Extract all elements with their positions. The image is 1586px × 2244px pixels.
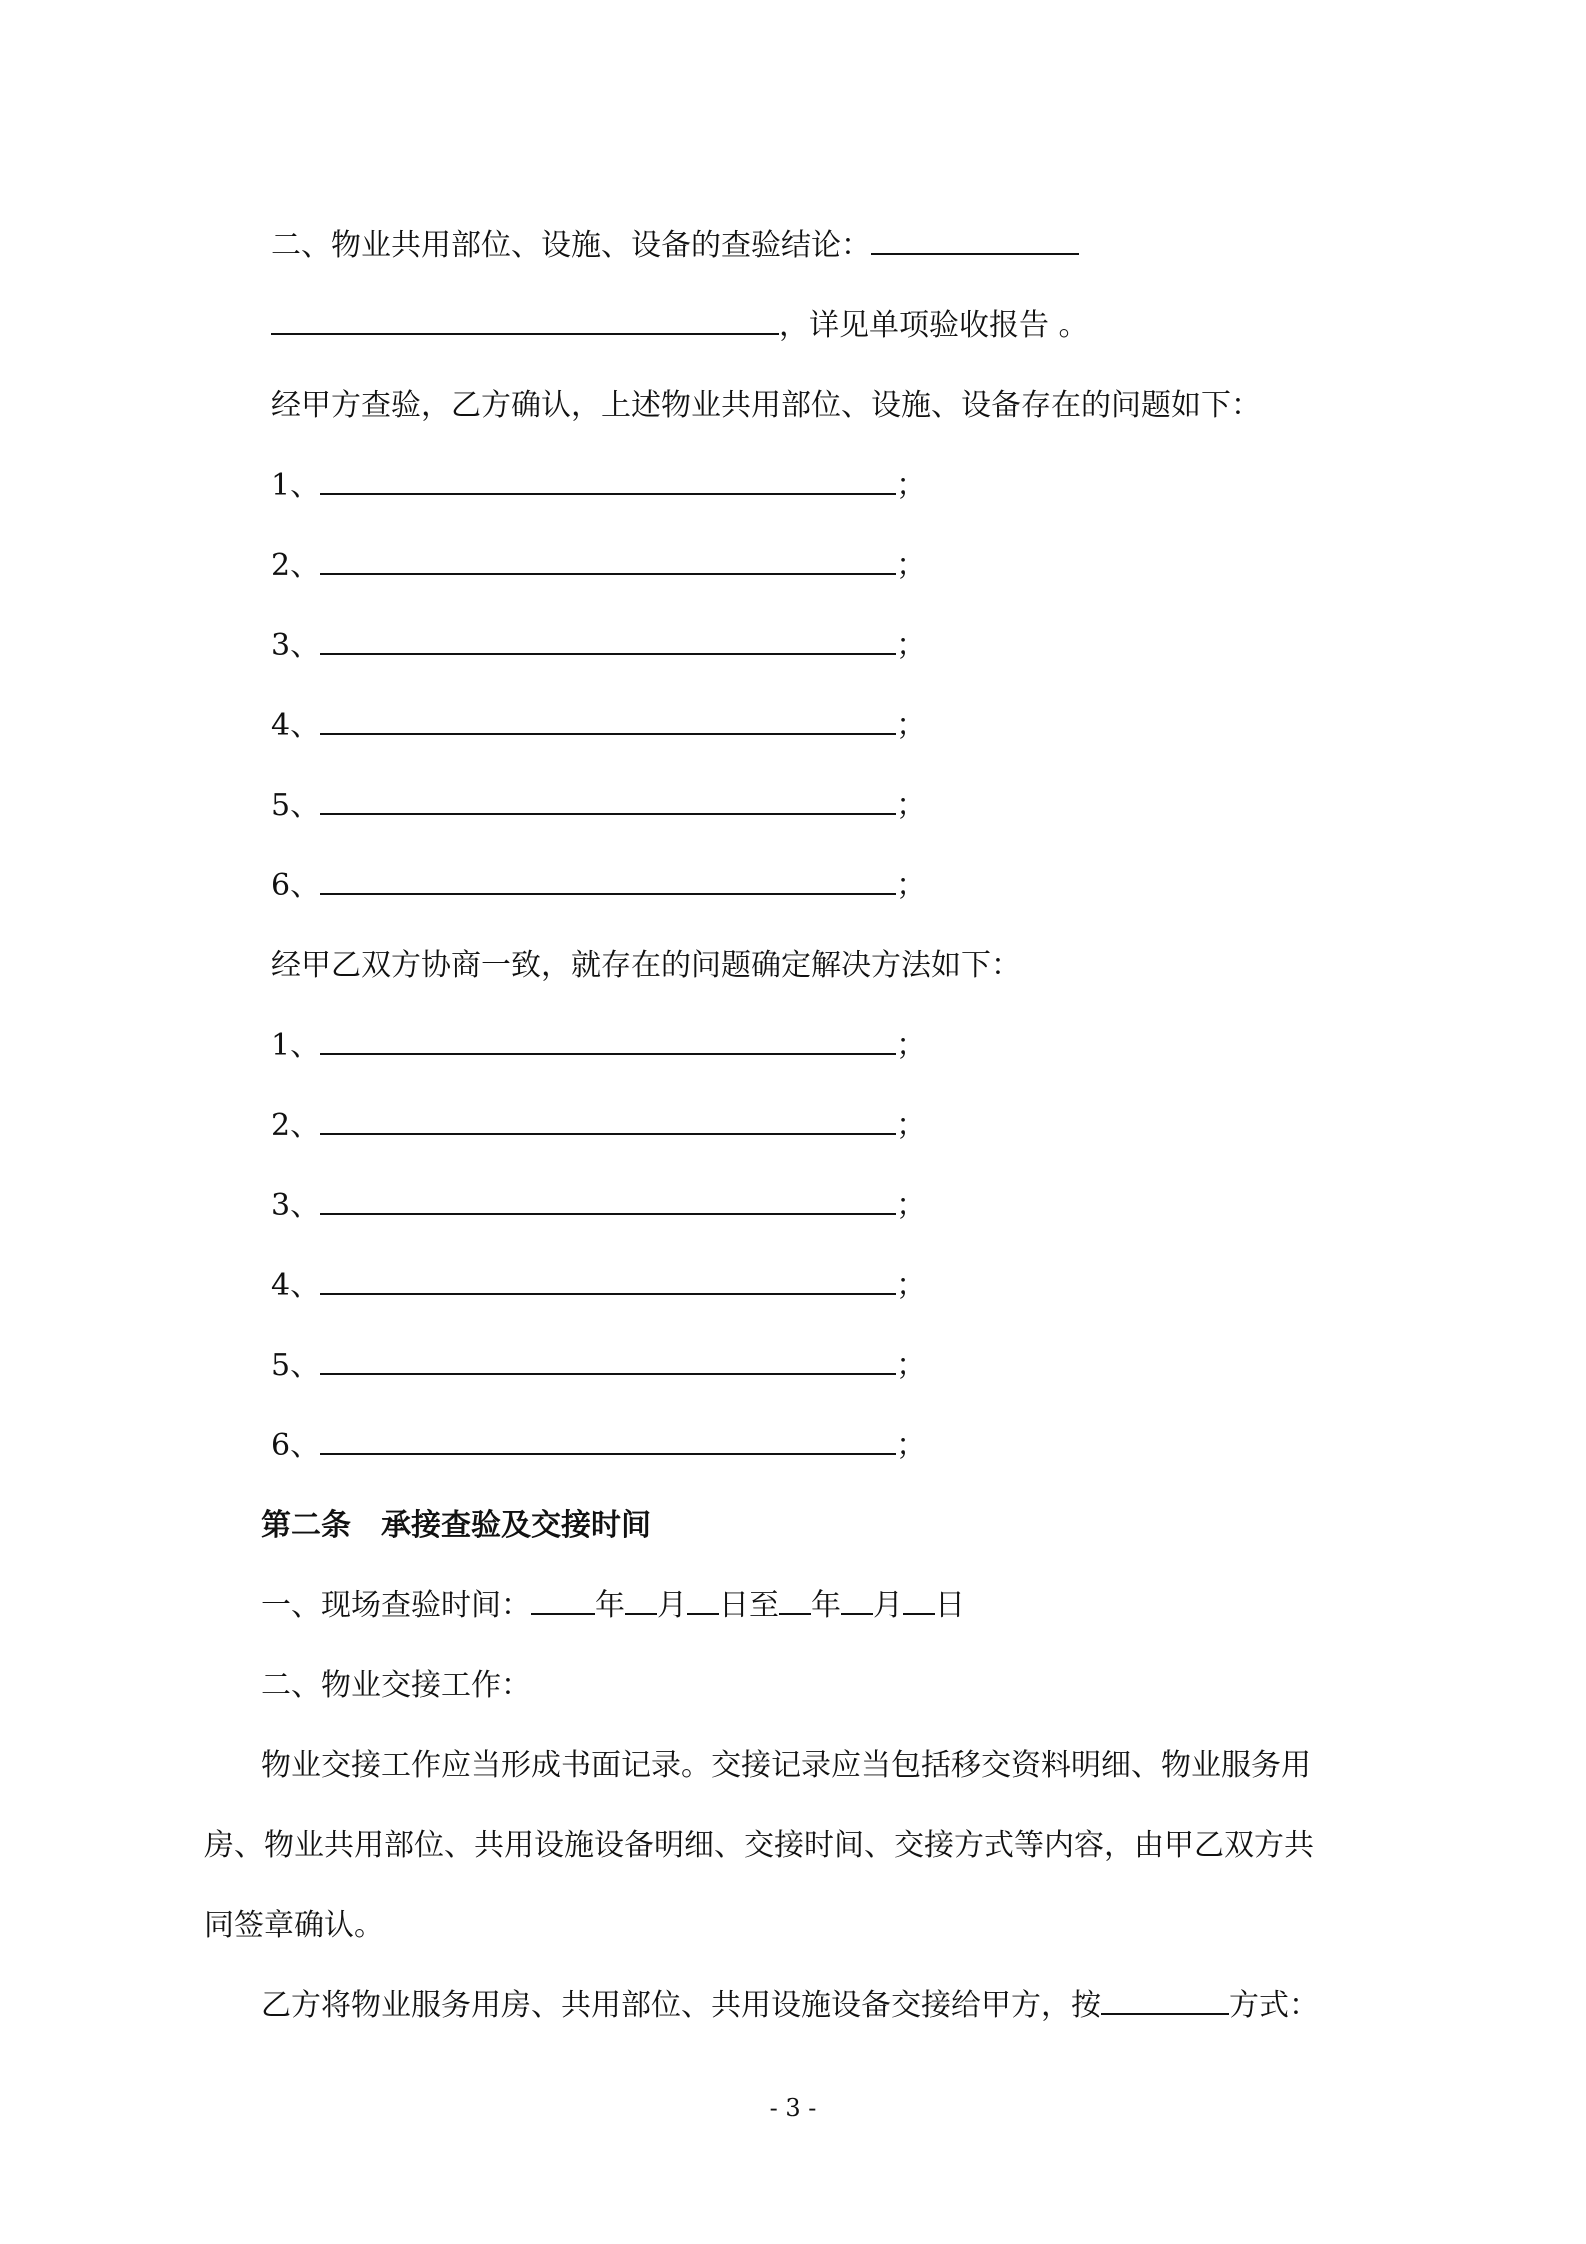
page-number: - 3 -: [769, 2094, 817, 2122]
end-day-blank: [903, 1589, 935, 1615]
solution-end: ；: [896, 1188, 927, 1223]
solution-blank: [320, 1029, 896, 1055]
solution-number: 4、: [271, 1268, 321, 1303]
solution-number: 2、: [271, 1108, 321, 1143]
solution-blank: [320, 1269, 896, 1295]
conclusion-blank-1: [871, 229, 1079, 255]
inspection-time-line: [261, 1586, 965, 1626]
problem-blank: [320, 869, 896, 895]
problem-blank: [320, 549, 896, 575]
conclusion-line: [271, 226, 1079, 266]
month-unit: 月: [873, 1588, 903, 1623]
solution-end: ；: [896, 1348, 927, 1383]
solution-item: [271, 1026, 926, 1066]
problem-item: [271, 466, 926, 506]
solution-end: ；: [896, 1428, 927, 1463]
solution-end: ；: [896, 1268, 927, 1303]
article-2-title: 第二条 承接查验及交接时间: [261, 1508, 651, 1543]
problem-blank: [320, 789, 896, 815]
problem-blank: [320, 629, 896, 655]
problem-number: 6、: [271, 868, 321, 903]
solution-item: [271, 1186, 926, 1226]
problem-item: [271, 546, 926, 586]
problem-number: 4、: [271, 708, 321, 743]
solution-item: [271, 1266, 926, 1306]
end-month-blank: [841, 1589, 873, 1615]
day-unit: 日: [935, 1588, 965, 1623]
problem-item: [271, 866, 926, 906]
solution-number: 3、: [271, 1188, 321, 1223]
handover-label: 二、物业交接工作：: [261, 1668, 531, 1703]
solution-blank: [320, 1109, 896, 1135]
handover-method-blank: [1101, 1989, 1229, 2015]
handover-method-text: 乙方将物业服务用房、共用部位、共用设施设备交接给甲方，按: [261, 1988, 1101, 2023]
end-year-blank: [779, 1589, 811, 1615]
inspection-time-label: 一、现场查验时间：: [261, 1588, 531, 1623]
conclusion-tail: ，详见单项验收报告 。: [779, 308, 1089, 343]
problem-blank: [320, 709, 896, 735]
start-year-blank: [531, 1589, 595, 1615]
problem-number: 1、: [271, 468, 321, 503]
problem-item: [271, 786, 926, 826]
year-unit: 年: [811, 1588, 841, 1623]
start-month-blank: [625, 1589, 657, 1615]
conclusion-line-2: [271, 306, 1089, 346]
problem-number: 3、: [271, 628, 321, 663]
paragraph-line: 物业交接工作应当形成书面记录。交接记录应当包括移交资料明细、物业服务用: [261, 1748, 1311, 1783]
day-to-unit: 日至: [719, 1588, 779, 1623]
solution-item: [271, 1106, 926, 1146]
conclusion-blank-2: [271, 309, 779, 335]
problem-item: [271, 626, 926, 666]
solution-item: [271, 1346, 926, 1386]
solution-number: 5、: [271, 1348, 321, 1383]
handover-method-tail: 方式：: [1229, 1988, 1319, 2023]
month-unit: 月: [657, 1588, 687, 1623]
problems-intro: 经甲方查验，乙方确认，上述物业共用部位、设施、设备存在的问题如下：: [271, 388, 1261, 423]
solution-blank: [320, 1429, 896, 1455]
solution-end: ；: [896, 1028, 927, 1063]
problem-blank: [320, 469, 896, 495]
problem-end: ；: [896, 548, 927, 583]
year-unit: 年: [595, 1588, 625, 1623]
paragraph-line: 同签章确认。: [204, 1908, 384, 1943]
solution-end: ；: [896, 1108, 927, 1143]
solution-item: [271, 1426, 926, 1466]
solution-blank: [320, 1189, 896, 1215]
start-day-blank: [687, 1589, 719, 1615]
solutions-intro: 经甲乙双方协商一致，就存在的问题确定解决方法如下：: [271, 948, 1021, 983]
solution-number: 1、: [271, 1028, 321, 1063]
problem-end: ；: [896, 788, 927, 823]
problem-number: 5、: [271, 788, 321, 823]
solution-number: 6、: [271, 1428, 321, 1463]
conclusion-label: 二、物业共用部位、设施、设备的查验结论：: [271, 228, 871, 263]
problem-number: 2、: [271, 548, 321, 583]
problem-end: ；: [896, 708, 927, 743]
problem-end: ；: [896, 628, 927, 663]
problem-end: ；: [896, 468, 927, 503]
problem-item: [271, 706, 926, 746]
problem-end: ；: [896, 868, 927, 903]
solution-blank: [320, 1349, 896, 1375]
handover-method-line: [261, 1986, 1319, 2026]
paragraph-line: 房、物业共用部位、共用设施设备明细、交接时间、交接方式等内容，由甲乙双方共: [204, 1828, 1314, 1863]
